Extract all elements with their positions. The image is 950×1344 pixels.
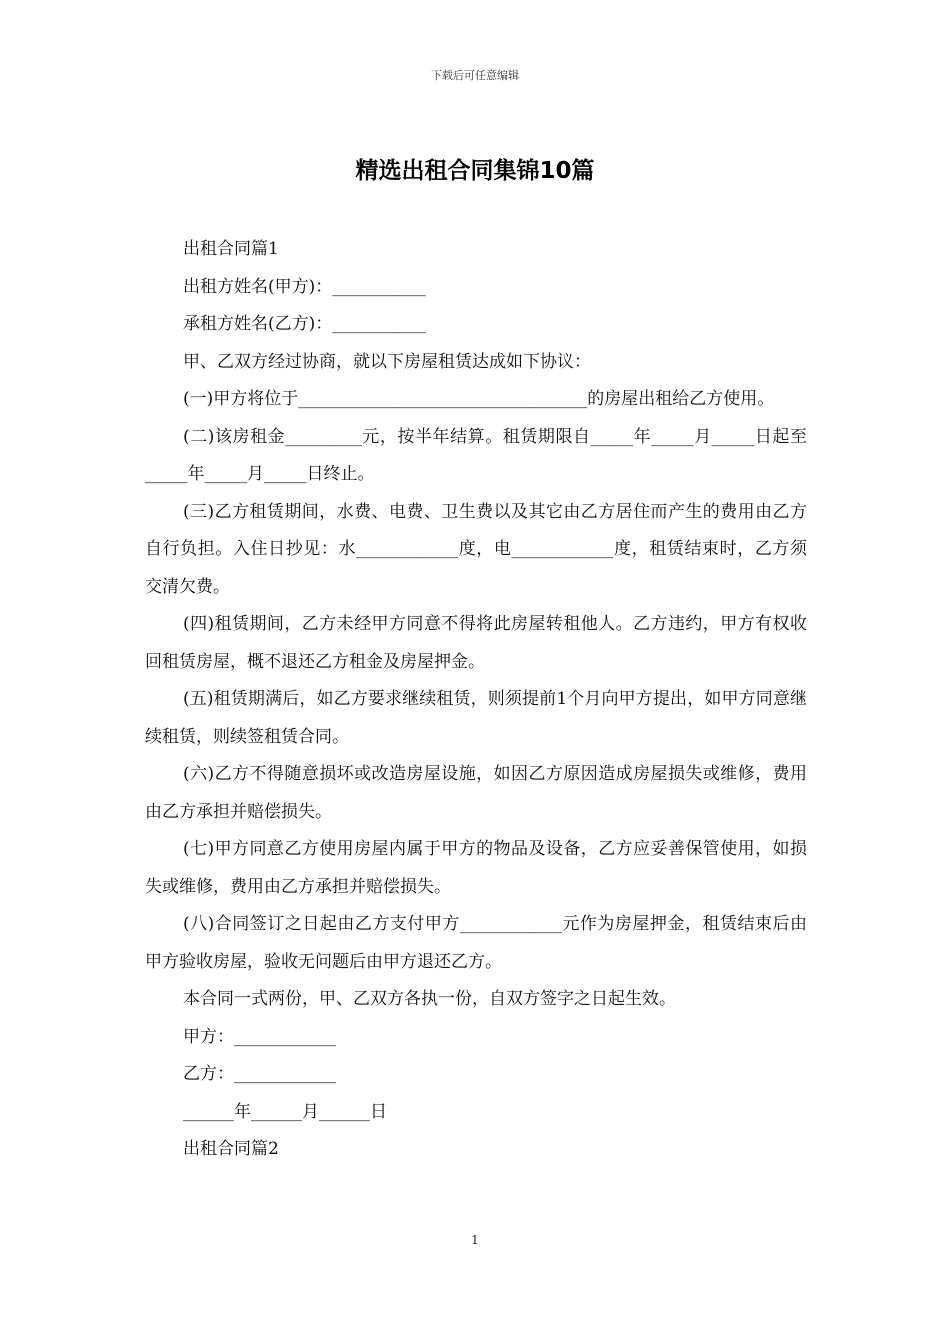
lessor-name-line: 出租方姓名(甲方)：___________ xyxy=(183,276,426,297)
document-body xyxy=(145,231,807,1169)
party-a-signature: 甲方：____________ xyxy=(183,1026,336,1047)
clause-7: (七)甲方同意乙方使用房屋内属于甲方的物品及设备，乙方应妥善保管使用，如损失或维修，费用由乙方承担并赔偿损失。 xyxy=(145,839,807,897)
clause-2: (二)该房租金_________元，按半年结算。租赁期限自_____年_____月_____日起至_____年_____月_____日终止。 xyxy=(145,426,807,484)
section-heading: 出租合同篇1 xyxy=(183,239,279,259)
clause-5: (五)租赁期满后，如乙方要求继续租赁，则须提前1个月向甲方提出，如甲方同意继续租赁，则续签租赁合同。 xyxy=(145,689,807,747)
document-title: 精选出租合同集锦10篇 xyxy=(355,158,595,184)
page-number: 1 xyxy=(471,1233,479,1247)
lessee-name-line: 承租方姓名(乙方)：___________ xyxy=(183,314,426,334)
signing-date: ______年______月______日 xyxy=(183,1101,387,1122)
clause-8: (八)合同签订之日起由乙方支付甲方____________元作为房屋押金，租赁结束后由甲方验收房屋，验收无问题后由甲方退还乙方。 xyxy=(145,914,807,972)
header-note: 下载后可任意编辑 xyxy=(431,69,519,82)
effective-clause: 本合同一式两份，甲、乙双方各执一份，自双方签字之日起生效。 xyxy=(183,989,676,1009)
party-b-signature: 乙方：____________ xyxy=(183,1064,336,1084)
clause-4: (四)租赁期间，乙方未经甲方同意不得将此房屋转租他人。乙方违约，甲方有权收回租赁房屋，概不退还乙方租金及房屋押金。 xyxy=(145,614,807,672)
agreement-intro: 甲、乙双方经过协商，就以下房屋租赁达成如下协议： xyxy=(183,351,591,372)
section-heading-2: 出租合同篇2 xyxy=(183,1139,279,1159)
clause-6: (六)乙方不得随意损坏或改造房屋设施，如因乙方原因造成房屋损失或维修，费用由乙方承担并赔偿损失。 xyxy=(145,764,807,822)
clause-3: (三)乙方租赁期间，水费、电费、卫生费以及其它由乙方居住而产生的费用由乙方自行负担。入住日抄见：水____________度，电____________度，租赁结束时，乙方须交清欠费。 xyxy=(145,501,807,597)
clause-1: (一)甲方将位于__________________________________的房屋出租给乙方使用。 xyxy=(183,389,775,409)
